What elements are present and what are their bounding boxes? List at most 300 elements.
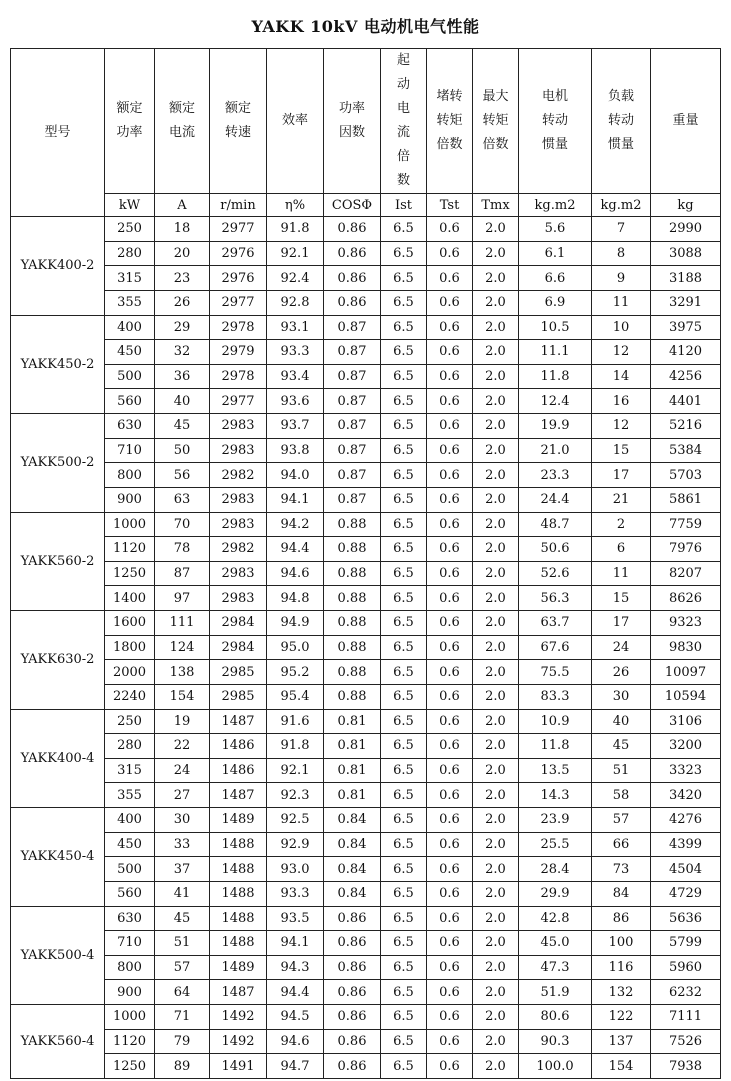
table-cell: 2.0 — [473, 586, 519, 611]
table-cell: 2.0 — [473, 241, 519, 266]
table-cell: 4401 — [651, 389, 721, 414]
table-cell: 2.0 — [473, 709, 519, 734]
header-cell: 电机 转动 惯量 — [519, 49, 592, 194]
table-cell: 3188 — [651, 266, 721, 291]
table-cell: 17 — [592, 463, 651, 488]
table-cell: 2983 — [210, 487, 267, 512]
table-cell: 0.86 — [324, 1029, 381, 1054]
table-cell: 2.0 — [473, 783, 519, 808]
table-cell: 94.1 — [267, 931, 324, 956]
table-cell: 0.6 — [427, 537, 473, 562]
model-cell: YAKK560-4 — [11, 1005, 105, 1079]
table-cell: 86 — [592, 906, 651, 931]
table-cell: 75.5 — [519, 660, 592, 685]
table-cell: 94.2 — [267, 512, 324, 537]
table-cell: 2983 — [210, 561, 267, 586]
table-cell: 7938 — [651, 1054, 721, 1079]
table-cell: 56 — [155, 463, 210, 488]
table-cell: 47.3 — [519, 955, 592, 980]
table-cell: 52.6 — [519, 561, 592, 586]
table-cell: 94.6 — [267, 561, 324, 586]
header-cell: 负载 转动 惯量 — [592, 49, 651, 194]
table-cell: 0.81 — [324, 783, 381, 808]
table-cell: 0.6 — [427, 241, 473, 266]
table-cell: 66 — [592, 832, 651, 857]
table-cell: 1488 — [210, 906, 267, 931]
header-row — [11, 49, 721, 194]
table-row — [11, 1054, 721, 1079]
table-cell: 154 — [155, 684, 210, 709]
unit-cell: Tst — [427, 194, 473, 217]
header-cell: 额定 电流 — [155, 49, 210, 194]
table-cell: 94.7 — [267, 1054, 324, 1079]
table-cell: 1000 — [105, 1005, 155, 1030]
table-cell: 2983 — [210, 512, 267, 537]
table-cell: 0.86 — [324, 290, 381, 315]
table-cell: 6.5 — [381, 340, 427, 365]
table-cell: 10 — [592, 315, 651, 340]
table-cell: 2.0 — [473, 487, 519, 512]
table-cell: 355 — [105, 290, 155, 315]
table-cell: 0.6 — [427, 1029, 473, 1054]
table-row — [11, 463, 721, 488]
table-cell: 0.6 — [427, 955, 473, 980]
table-cell: 1400 — [105, 586, 155, 611]
table-cell: 50.6 — [519, 537, 592, 562]
table-cell: 29.9 — [519, 881, 592, 906]
table-cell: 4120 — [651, 340, 721, 365]
table-cell: 6.5 — [381, 881, 427, 906]
table-cell: 2 — [592, 512, 651, 537]
table-cell: 37 — [155, 857, 210, 882]
table-cell: 0.81 — [324, 734, 381, 759]
header-cell: 额定 功率 — [105, 49, 155, 194]
table-cell: 91.6 — [267, 709, 324, 734]
table-cell: 710 — [105, 438, 155, 463]
table-cell: 94.4 — [267, 980, 324, 1005]
table-cell: 18 — [155, 217, 210, 242]
table-row — [11, 537, 721, 562]
table-cell: 0.88 — [324, 512, 381, 537]
header-cell: 重量 — [651, 49, 721, 194]
table-cell: 1488 — [210, 931, 267, 956]
unit-cell: r/min — [210, 194, 267, 217]
table-cell: 11.1 — [519, 340, 592, 365]
table-cell: 116 — [592, 955, 651, 980]
table-cell: 6.5 — [381, 660, 427, 685]
table-cell: 560 — [105, 881, 155, 906]
header-cell: 堵转 转矩 倍数 — [427, 49, 473, 194]
table-cell: 2.0 — [473, 340, 519, 365]
table-cell: 2.0 — [473, 217, 519, 242]
model-cell: YAKK450-4 — [11, 808, 105, 907]
table-cell: 6.5 — [381, 808, 427, 833]
table-cell: 6.5 — [381, 980, 427, 1005]
table-cell: 1488 — [210, 832, 267, 857]
table-cell: 63 — [155, 487, 210, 512]
table-cell: 23.3 — [519, 463, 592, 488]
table-cell: 0.86 — [324, 1005, 381, 1030]
table-cell: 2976 — [210, 266, 267, 291]
table-cell: 6.5 — [381, 217, 427, 242]
table-cell: 5960 — [651, 955, 721, 980]
table-row — [11, 241, 721, 266]
table-cell: 2984 — [210, 635, 267, 660]
table-cell: 0.6 — [427, 881, 473, 906]
table-row — [11, 487, 721, 512]
table-cell: 94.9 — [267, 611, 324, 636]
table-cell: 1487 — [210, 709, 267, 734]
table-cell: 23 — [155, 266, 210, 291]
table-cell: 5799 — [651, 931, 721, 956]
table-cell: 1120 — [105, 1029, 155, 1054]
table-row — [11, 881, 721, 906]
table-cell: 111 — [155, 611, 210, 636]
table-row — [11, 1029, 721, 1054]
table-cell: 0.88 — [324, 537, 381, 562]
table-cell: 0.88 — [324, 611, 381, 636]
table-row — [11, 389, 721, 414]
table-cell: 2976 — [210, 241, 267, 266]
table-cell: 26 — [155, 290, 210, 315]
table-cell: 41 — [155, 881, 210, 906]
table-cell: 93.0 — [267, 857, 324, 882]
table-cell: 6.5 — [381, 438, 427, 463]
table-cell: 0.88 — [324, 635, 381, 660]
table-cell: 12 — [592, 340, 651, 365]
table-cell: 89 — [155, 1054, 210, 1079]
table-cell: 10.5 — [519, 315, 592, 340]
table-cell: 51.9 — [519, 980, 592, 1005]
table-cell: 6.5 — [381, 315, 427, 340]
table-cell: 6.5 — [381, 955, 427, 980]
table-cell: 0.6 — [427, 980, 473, 1005]
table-cell: 2.0 — [473, 364, 519, 389]
table-cell: 1487 — [210, 980, 267, 1005]
table-cell: 94.8 — [267, 586, 324, 611]
table-row — [11, 217, 721, 242]
table-row — [11, 955, 721, 980]
table-cell: 2.0 — [473, 684, 519, 709]
table-cell: 9830 — [651, 635, 721, 660]
table-cell: 6.9 — [519, 290, 592, 315]
header-cell: 最大 转矩 倍数 — [473, 49, 519, 194]
unit-cell: kg.m2 — [519, 194, 592, 217]
table-cell: 6.5 — [381, 487, 427, 512]
table-cell: 6.5 — [381, 364, 427, 389]
table-cell: 6.6 — [519, 266, 592, 291]
table-cell: 28.4 — [519, 857, 592, 882]
table-cell: 2000 — [105, 660, 155, 685]
table-cell: 560 — [105, 389, 155, 414]
table-cell: 5384 — [651, 438, 721, 463]
table-cell: 12.4 — [519, 389, 592, 414]
table-cell: 45 — [155, 906, 210, 931]
table-cell: 5.6 — [519, 217, 592, 242]
table-cell: 15 — [592, 438, 651, 463]
table-cell: 122 — [592, 1005, 651, 1030]
table-cell: 2.0 — [473, 414, 519, 439]
table-cell: 24 — [592, 635, 651, 660]
table-cell: 1250 — [105, 561, 155, 586]
table-cell: 1120 — [105, 537, 155, 562]
table-cell: 2.0 — [473, 1005, 519, 1030]
table-cell: 0.6 — [427, 783, 473, 808]
table-cell: 2.0 — [473, 832, 519, 857]
header-cell: 额定 转速 — [210, 49, 267, 194]
table-cell: 0.6 — [427, 857, 473, 882]
table-cell: 630 — [105, 414, 155, 439]
table-cell: 92.3 — [267, 783, 324, 808]
table-cell: 500 — [105, 364, 155, 389]
table-row — [11, 808, 721, 833]
table-cell: 64 — [155, 980, 210, 1005]
table-cell: 40 — [155, 389, 210, 414]
table-cell: 3106 — [651, 709, 721, 734]
model-cell: YAKK450-2 — [11, 315, 105, 414]
table-cell: 2.0 — [473, 955, 519, 980]
table-cell: 22 — [155, 734, 210, 759]
table-cell: 6 — [592, 537, 651, 562]
table-cell: 2.0 — [473, 881, 519, 906]
table-cell: 2.0 — [473, 931, 519, 956]
table-cell: 92.4 — [267, 266, 324, 291]
table-cell: 3323 — [651, 758, 721, 783]
table-cell: 6.5 — [381, 734, 427, 759]
table-cell: 0.84 — [324, 881, 381, 906]
table-cell: 0.88 — [324, 561, 381, 586]
table-cell: 93.8 — [267, 438, 324, 463]
table-cell: 2977 — [210, 290, 267, 315]
table-cell: 95.0 — [267, 635, 324, 660]
table-cell: 97 — [155, 586, 210, 611]
table-cell: 0.6 — [427, 561, 473, 586]
table-cell: 1600 — [105, 611, 155, 636]
table-cell: 0.6 — [427, 808, 473, 833]
table-cell: 93.1 — [267, 315, 324, 340]
table-cell: 93.6 — [267, 389, 324, 414]
table-cell: 2.0 — [473, 290, 519, 315]
table-cell: 42.8 — [519, 906, 592, 931]
table-cell: 23.9 — [519, 808, 592, 833]
table-cell: 4276 — [651, 808, 721, 833]
table-cell: 0.86 — [324, 266, 381, 291]
table-cell: 93.7 — [267, 414, 324, 439]
table-cell: 1487 — [210, 783, 267, 808]
table-cell: 6.5 — [381, 290, 427, 315]
table-cell: 0.88 — [324, 586, 381, 611]
table-cell: 79 — [155, 1029, 210, 1054]
table-cell: 2.0 — [473, 906, 519, 931]
table-cell: 132 — [592, 980, 651, 1005]
unit-cell: Tmx — [473, 194, 519, 217]
table-cell: 1489 — [210, 955, 267, 980]
unit-cell: kg — [651, 194, 721, 217]
table-cell: 0.86 — [324, 906, 381, 931]
header-cell-model: 型号 — [11, 49, 105, 217]
table-cell: 15 — [592, 586, 651, 611]
table-body — [11, 49, 721, 1079]
table-cell: 0.6 — [427, 734, 473, 759]
table-cell: 29 — [155, 315, 210, 340]
table-cell: 2985 — [210, 684, 267, 709]
table-cell: 2990 — [651, 217, 721, 242]
table-cell: 4729 — [651, 881, 721, 906]
table-cell: 6.1 — [519, 241, 592, 266]
table-row — [11, 783, 721, 808]
table-cell: 5216 — [651, 414, 721, 439]
table-cell: 2.0 — [473, 1029, 519, 1054]
table-cell: 94.6 — [267, 1029, 324, 1054]
table-cell: 0.81 — [324, 758, 381, 783]
table-cell: 0.88 — [324, 684, 381, 709]
table-cell: 0.84 — [324, 857, 381, 882]
table-cell: 6.5 — [381, 611, 427, 636]
table-cell: 0.6 — [427, 438, 473, 463]
table-cell: 10.9 — [519, 709, 592, 734]
header-cell: 功率 因数 — [324, 49, 381, 194]
table-cell: 124 — [155, 635, 210, 660]
table-cell: 14 — [592, 364, 651, 389]
table-cell: 8207 — [651, 561, 721, 586]
table-cell: 0.86 — [324, 217, 381, 242]
table-row — [11, 857, 721, 882]
table-cell: 7759 — [651, 512, 721, 537]
table-cell: 7111 — [651, 1005, 721, 1030]
table-cell: 100.0 — [519, 1054, 592, 1079]
table-cell: 0.6 — [427, 684, 473, 709]
table-cell: 6.5 — [381, 709, 427, 734]
table-cell: 315 — [105, 758, 155, 783]
table-cell: 138 — [155, 660, 210, 685]
table-cell: 0.6 — [427, 217, 473, 242]
table-cell: 0.6 — [427, 709, 473, 734]
table-cell: 315 — [105, 266, 155, 291]
table-cell: 92.5 — [267, 808, 324, 833]
table-row — [11, 758, 721, 783]
table-cell: 0.6 — [427, 414, 473, 439]
table-cell: 40 — [592, 709, 651, 734]
table-cell: 2.0 — [473, 315, 519, 340]
table-cell: 280 — [105, 241, 155, 266]
table-cell: 6.5 — [381, 684, 427, 709]
table-cell: 2985 — [210, 660, 267, 685]
table-cell: 0.86 — [324, 1054, 381, 1079]
table-cell: 5636 — [651, 906, 721, 931]
table-cell: 137 — [592, 1029, 651, 1054]
table-cell: 6.5 — [381, 537, 427, 562]
table-cell: 3975 — [651, 315, 721, 340]
table-cell: 45.0 — [519, 931, 592, 956]
unit-cell: η% — [267, 194, 324, 217]
table-cell: 400 — [105, 808, 155, 833]
table-cell: 450 — [105, 832, 155, 857]
table-cell: 2979 — [210, 340, 267, 365]
header-cell: 起 动 电 流 倍 数 — [381, 49, 427, 194]
table-cell: 3291 — [651, 290, 721, 315]
table-cell: 0.6 — [427, 1054, 473, 1079]
table-cell: 6232 — [651, 980, 721, 1005]
table-cell: 93.3 — [267, 340, 324, 365]
table-cell: 92.8 — [267, 290, 324, 315]
table-cell: 1000 — [105, 512, 155, 537]
table-cell: 0.81 — [324, 709, 381, 734]
table-cell: 6.5 — [381, 561, 427, 586]
table-cell: 11.8 — [519, 364, 592, 389]
table-cell: 11.8 — [519, 734, 592, 759]
table-cell: 71 — [155, 1005, 210, 1030]
performance-table — [10, 48, 721, 1079]
table-cell: 1250 — [105, 1054, 155, 1079]
table-cell: 93.5 — [267, 906, 324, 931]
table-cell: 6.5 — [381, 906, 427, 931]
table-cell: 2.0 — [473, 389, 519, 414]
table-cell: 0.6 — [427, 487, 473, 512]
table-row — [11, 290, 721, 315]
table-cell: 7 — [592, 217, 651, 242]
table-cell: 0.6 — [427, 660, 473, 685]
table-cell: 2.0 — [473, 808, 519, 833]
table-cell: 0.87 — [324, 340, 381, 365]
table-cell: 0.87 — [324, 438, 381, 463]
table-cell: 1486 — [210, 758, 267, 783]
table-cell: 91.8 — [267, 217, 324, 242]
table-cell: 92.9 — [267, 832, 324, 857]
table-cell: 94.4 — [267, 537, 324, 562]
table-cell: 2983 — [210, 438, 267, 463]
table-cell: 93.3 — [267, 881, 324, 906]
table-cell: 5861 — [651, 487, 721, 512]
table-cell: 2.0 — [473, 537, 519, 562]
table-cell: 36 — [155, 364, 210, 389]
table-cell: 57 — [592, 808, 651, 833]
table-cell: 16 — [592, 389, 651, 414]
table-cell: 2978 — [210, 364, 267, 389]
table-cell: 2983 — [210, 414, 267, 439]
table-row — [11, 512, 721, 537]
table-cell: 5703 — [651, 463, 721, 488]
table-cell: 0.84 — [324, 808, 381, 833]
table-cell: 24 — [155, 758, 210, 783]
table-cell: 70 — [155, 512, 210, 537]
table-cell: 7976 — [651, 537, 721, 562]
page-title: YAKK 10kV 电动机电气性能 — [251, 17, 480, 36]
table-cell: 6.5 — [381, 414, 427, 439]
table-cell: 0.87 — [324, 315, 381, 340]
table-cell: 48.7 — [519, 512, 592, 537]
table-row — [11, 586, 721, 611]
table-cell: 73 — [592, 857, 651, 882]
table-cell: 0.6 — [427, 1005, 473, 1030]
table-cell: 30 — [155, 808, 210, 833]
unit-cell: A — [155, 194, 210, 217]
table-cell: 13.5 — [519, 758, 592, 783]
table-row — [11, 561, 721, 586]
table-cell: 4504 — [651, 857, 721, 882]
table-row — [11, 315, 721, 340]
table-cell: 0.6 — [427, 340, 473, 365]
table-cell: 91.8 — [267, 734, 324, 759]
table-cell: 2984 — [210, 611, 267, 636]
table-cell: 0.87 — [324, 487, 381, 512]
table-cell: 14.3 — [519, 783, 592, 808]
table-cell: 24.4 — [519, 487, 592, 512]
table-row — [11, 364, 721, 389]
table-cell: 2.0 — [473, 734, 519, 759]
table-cell: 58 — [592, 783, 651, 808]
table-cell: 0.87 — [324, 414, 381, 439]
table-cell: 94.5 — [267, 1005, 324, 1030]
